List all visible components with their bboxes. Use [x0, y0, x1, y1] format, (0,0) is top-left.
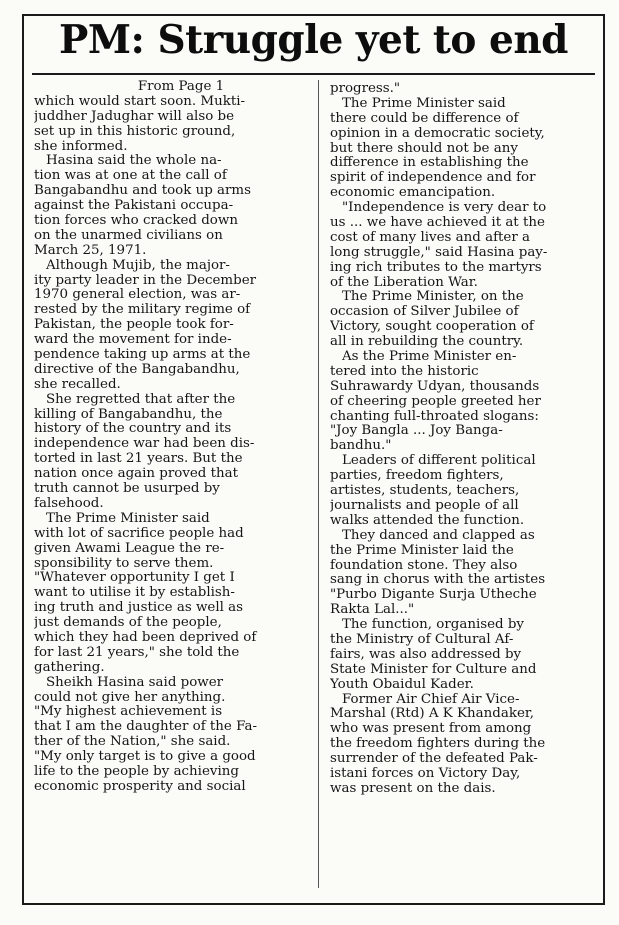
text-line: "My only target is to give a good [34, 750, 256, 765]
text-line: The Prime Minister said [342, 96, 506, 111]
text-line: history of the country and its [34, 422, 232, 437]
text-line: the Prime Minister laid the [330, 543, 514, 558]
text-line: walks attended the function. [330, 513, 525, 528]
text-line: gathering. [34, 660, 105, 675]
text-line: the Ministry of Cultural Af- [330, 632, 514, 647]
text-line: life to the people by achieving [34, 764, 239, 779]
text-line: progress." [330, 82, 401, 96]
text-line: They danced and clapped as [342, 528, 535, 543]
text-line: ther of the Nation," she said. [34, 735, 231, 750]
text-line: for last 21 years," she told the [34, 645, 240, 660]
text-line: truth cannot be usurped by [34, 482, 220, 497]
text-line: Bangabandhu and took up arms [34, 184, 251, 199]
text-line: chanting full-throated slogans: [330, 409, 539, 424]
text-line: The Prime Minister said [46, 511, 210, 526]
text-line: on the unarmed civilians on [34, 228, 223, 243]
text-line: with lot of sacrifice people had [34, 526, 244, 541]
text-line: falsehood. [34, 496, 104, 511]
text-line: "Purbo Digante Surja Utheche [330, 588, 537, 603]
text-line: she recalled. [34, 377, 121, 392]
text-line: that I am the daughter of the Fa- [34, 720, 257, 735]
text-line: She regretted that after the [46, 392, 236, 407]
text-line: killing of Bangabandhu, the [34, 407, 223, 422]
text-line: State Minister for Culture and [330, 662, 537, 677]
text-line: Pakistan, the people took for- [34, 318, 234, 333]
text-line: directive of the Bangabandhu, [34, 362, 240, 377]
text-line: could not give her anything. [34, 690, 226, 705]
text-line: against the Pakistani occupa- [34, 199, 234, 214]
text-line: rested by the military regime of [34, 303, 251, 318]
text-line: ity party leader in the December [34, 273, 257, 288]
text-line: of the Liberation War. [330, 275, 478, 290]
text-line: sang in chorus with the artistes [330, 573, 546, 588]
column-divider [318, 80, 319, 888]
text-line: us ... we have achieved it at the [330, 216, 545, 231]
text-line: tion was at one at the call of [34, 169, 227, 184]
text-line: journalists and people of all [330, 498, 519, 513]
text-line: pendence taking up arms at the [34, 348, 251, 363]
text-line: Former Air Chief Air Vice- [342, 692, 520, 707]
text-line: Sheikh Hasina said power [46, 675, 224, 690]
right-column [330, 82, 598, 797]
text-line: parties, freedom fighters, [330, 469, 504, 484]
text-line: was present on the dais. [330, 781, 496, 796]
text-line: of cheering people greeted her [330, 394, 541, 409]
text-line: surrender of the defeated Pak- [330, 752, 538, 767]
text-line: 1970 general election, was ar- [34, 288, 241, 303]
text-line: Marshal (Rtd) A K Khandaker, [330, 707, 535, 722]
text-line: who was present from among [330, 722, 532, 737]
text-line: given Awami League the re- [34, 541, 225, 556]
text-line: As the Prime Minister en- [342, 350, 517, 365]
text-line: ing truth and justice as well as [34, 601, 244, 616]
text-line: Hasina said the whole na- [46, 154, 222, 169]
text-line: she informed. [34, 139, 128, 154]
text-line: long struggle," said Hasina pay- [330, 245, 548, 260]
text-line: tered into the historic [330, 364, 479, 379]
text-line: there could be difference of [330, 111, 519, 126]
text-line: "Whatever opportunity I get I [34, 571, 235, 586]
text-line: want to utilise it by establish- [34, 586, 235, 601]
text-line: Leaders of different political [342, 454, 536, 469]
text-line: Rakta Lal..." [330, 603, 415, 618]
text-line: spirit of independence and for [330, 171, 536, 186]
text-line: March 25, 1971. [34, 243, 147, 258]
text-line: set up in this historic ground, [34, 124, 236, 139]
text-line: Victory, sought cooperation of [330, 320, 534, 335]
text-line: opinion in a democratic society, [330, 126, 545, 141]
text-line: which they had been deprived of [34, 630, 257, 645]
text-line: just demands of the people, [34, 616, 222, 631]
text-line: but there should not be any [330, 141, 518, 156]
text-line: ing rich tributes to the martyrs [330, 260, 542, 275]
text-line: foundation stone. They also [330, 558, 518, 573]
text-line: artistes, students, teachers, [330, 484, 520, 499]
text-line: Youth Obaidul Kader. [330, 677, 474, 692]
text-line: nation once again proved that [34, 467, 239, 482]
text-line: sponsibility to serve them. [34, 556, 214, 571]
text-line: occasion of Silver Jubilee of [330, 305, 519, 320]
text-line: cost of many lives and after a [330, 230, 530, 245]
continuation-label: From Page 1 [137, 80, 225, 94]
text-line: The function, organised by [342, 618, 524, 633]
text-line: difference in establishing the [330, 156, 529, 171]
text-line: tion forces who cracked down [34, 214, 238, 229]
text-line: "My highest achievement is [34, 705, 223, 720]
text-line: ward the movement for inde- [34, 333, 232, 348]
text-line: istani forces on Victory Day, [330, 766, 521, 781]
text-line: bandhu." [330, 439, 392, 454]
text-line: all in rebuilding the country. [330, 335, 524, 350]
text-line: economic prosperity and social [34, 779, 246, 794]
text-line: juddher Jadughar will also be [34, 109, 235, 124]
text-line: "Joy Bangla ... Joy Banga- [330, 424, 503, 439]
text-line: Although Mujib, the major- [46, 258, 230, 273]
left-column [34, 80, 306, 795]
text-line: which would start soon. Mukti- [34, 94, 246, 109]
text-line: "Independence is very dear to [342, 201, 547, 216]
text-line: economic emancipation. [330, 186, 496, 201]
text-line: The Prime Minister, on the [342, 290, 524, 305]
headline-rule [32, 73, 595, 75]
text-line: torted in last 21 years. But the [34, 452, 243, 467]
text-line: Suhrawardy Udyan, thousands [330, 379, 540, 394]
text-line: fairs, was also addressed by [330, 647, 522, 662]
text-line: independence war had been dis- [34, 437, 255, 452]
text-line: the freedom fighters during the [330, 737, 546, 752]
headline: PM: Struggle yet to end [59, 17, 568, 63]
